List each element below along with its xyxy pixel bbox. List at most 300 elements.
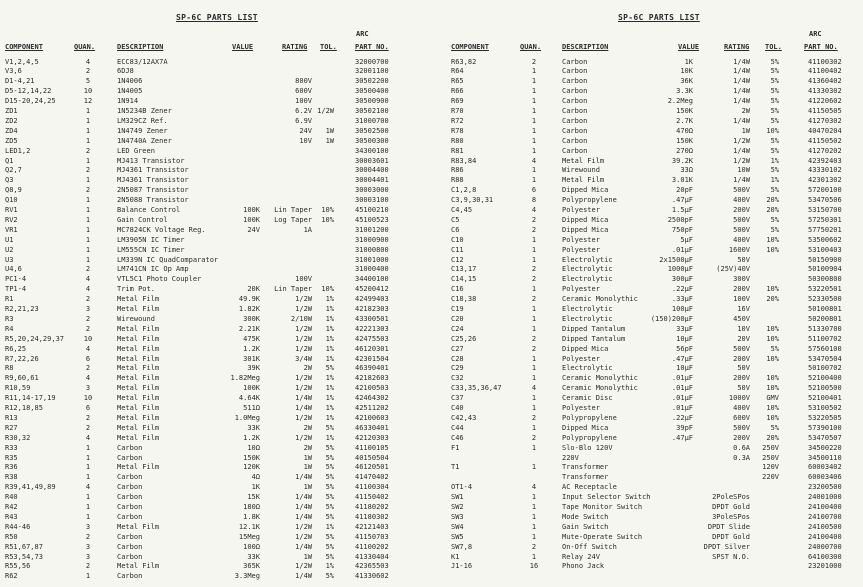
table-row: [0, 493, 440, 501]
cell-component: R7,22,26: [5, 354, 39, 363]
cell-quantity: 1: [85, 136, 91, 145]
cell-tolerance: GMV: [766, 394, 779, 403]
cell-part-number: 42464302: [355, 394, 389, 403]
cell-quantity: 3: [85, 522, 91, 531]
cell-part-number: 41180202: [355, 503, 389, 511]
cell-component: C32: [451, 374, 464, 383]
cell-rating: 2W: [303, 423, 312, 432]
table-row: [0, 176, 440, 184]
cell-description: Gain Switch: [562, 522, 609, 531]
cell-rating: 24V: [299, 126, 312, 135]
header-tol: TOL.: [320, 43, 337, 51]
cell-description: Carbon: [562, 87, 588, 96]
table-row: [0, 553, 440, 561]
cell-rating: 1/4W: [295, 512, 312, 521]
table-row: [447, 533, 863, 541]
cell-value: 10Ω: [247, 443, 260, 452]
cell-value: 1.2K: [243, 344, 260, 353]
table-row: [0, 275, 440, 283]
cell-part-number: 41100402: [808, 67, 842, 76]
cell-part-number: 42121403: [355, 522, 389, 531]
cell-description: Dipped Mica: [562, 344, 609, 353]
cell-tolerance: 1%: [325, 413, 334, 422]
parts-list-right: [447, 0, 863, 587]
cell-value: 39pF: [676, 423, 693, 432]
table-row: [447, 345, 863, 353]
cell-part-number: 50150900: [808, 255, 842, 264]
cell-part-number: 57390100: [808, 423, 842, 432]
cell-quantity: 1: [531, 77, 537, 86]
cell-quantity: 1: [531, 493, 537, 502]
cell-component: R6,25: [5, 344, 27, 353]
cell-value: 100K: [243, 206, 260, 214]
cell-value: .01μF: [671, 374, 693, 383]
cell-value: .01μF: [671, 394, 693, 403]
table-row: [447, 355, 863, 363]
cell-component: R2,21,23: [5, 305, 39, 313]
cell-part-number: 24100400: [808, 503, 842, 511]
cell-quantity: 3: [85, 542, 91, 551]
cell-rating: 2/10W: [290, 314, 312, 323]
cell-value: .47μF: [671, 196, 693, 205]
table-row: [0, 454, 440, 462]
cell-component: C6: [451, 225, 460, 234]
cell-part-number: 32001100: [355, 67, 389, 76]
cell-rating: 1/2W: [295, 334, 312, 343]
cell-value: 33K: [247, 423, 260, 432]
cell-description: Dipped Tantalum: [562, 324, 626, 333]
cell-part-number: 53470507: [808, 433, 842, 442]
cell-part-number: 30500300: [355, 136, 389, 145]
cell-description: Metal Film: [117, 423, 160, 432]
cell-component: C12: [451, 255, 464, 264]
cell-quantity: 1: [531, 107, 537, 115]
cell-quantity: 1: [531, 364, 537, 373]
cell-component: C4,45: [451, 206, 473, 214]
cell-tolerance: 5%: [770, 97, 779, 106]
cell-component: R63,82: [451, 57, 477, 66]
table-row: [0, 236, 440, 244]
cell-rating: 2W: [303, 443, 312, 452]
cell-part-number: 57200100: [808, 186, 842, 195]
cell-quantity: 2: [85, 413, 91, 422]
cell-value: 1.2K: [243, 433, 260, 442]
cell-rating: (25V)40V: [716, 265, 750, 274]
cell-description: Tape Monitor Switch: [562, 503, 643, 511]
cell-description: Trim Pot.: [117, 285, 155, 294]
cell-part-number: 31000700: [355, 116, 389, 125]
table-row: [447, 186, 863, 194]
table-row: [0, 434, 440, 442]
table-row: [0, 315, 440, 323]
cell-value: 120K: [243, 463, 260, 472]
table-row: [447, 374, 863, 382]
cell-quantity: 1: [531, 374, 537, 383]
cell-description: Metal Film: [117, 364, 160, 373]
cell-part-number: 34500220: [808, 443, 842, 452]
cell-quantity: 2: [531, 275, 537, 284]
table-row: [0, 424, 440, 432]
header-rating: RATING: [724, 43, 750, 51]
cell-value: 150K: [676, 107, 693, 115]
cell-quantity: 2: [85, 364, 91, 373]
cell-part-number: 23200500: [808, 483, 842, 492]
cell-value: 1.0Meg: [234, 413, 260, 422]
cell-part-number: 42221303: [355, 324, 389, 333]
table-row: [447, 295, 863, 303]
cell-part-number: 64100300: [808, 552, 842, 561]
cell-part-number: 42499403: [355, 295, 389, 304]
cell-tolerance: 1%: [325, 404, 334, 412]
cell-description: Metal Film: [117, 384, 160, 393]
cell-tolerance: 1%: [325, 384, 334, 393]
cell-description: Carbon: [117, 542, 143, 551]
cell-rating: 1/2W: [295, 562, 312, 571]
cell-rating: 1600V: [728, 245, 750, 254]
cell-description: MJ4361 Transistor: [117, 166, 189, 175]
cell-rating: 1/2W: [295, 532, 312, 541]
cell-value: 270Ω: [676, 146, 693, 155]
cell-quantity: 4: [85, 433, 91, 442]
cell-quantity: 12: [83, 97, 93, 106]
cell-rating: 500V: [733, 225, 750, 234]
cell-rating: 600V: [733, 413, 750, 422]
cell-tolerance: 1%: [325, 394, 334, 403]
cell-rating: 3PoleSPos: [712, 512, 750, 521]
table-row: [447, 513, 863, 521]
cell-description: Ceramic Monolythic: [562, 374, 638, 383]
cell-component: V3,6: [5, 67, 22, 76]
cell-component: R55,56: [5, 562, 31, 571]
cell-value: .01μF: [671, 384, 693, 393]
cell-tolerance: 1%: [325, 433, 334, 442]
table-row: [0, 77, 440, 85]
table-row: [0, 543, 440, 551]
table-row: [447, 147, 863, 155]
cell-quantity: 1: [85, 225, 91, 234]
cell-component: C37: [451, 394, 464, 403]
cell-rating: 50V: [737, 384, 750, 393]
table-row: [447, 77, 863, 85]
table-row: [447, 117, 863, 125]
cell-component: U3: [5, 255, 14, 264]
cell-description: LM339N IC QuadComparator: [117, 255, 219, 264]
cell-rating: 1/2W: [295, 433, 312, 442]
cell-component: TP1-4: [5, 285, 27, 294]
cell-quantity: 1: [85, 206, 91, 214]
cell-rating: 1/2W: [733, 136, 750, 145]
page-title: SP-6C PARTS LIST: [618, 13, 700, 22]
cell-component: C44: [451, 423, 464, 432]
cell-component: PC1-4: [5, 275, 27, 284]
cell-tolerance: 10%: [321, 215, 334, 224]
cell-component: SW4: [451, 522, 464, 531]
table-row: [447, 463, 863, 471]
cell-rating: 1W: [303, 552, 312, 561]
cell-description: LM741CN IC Op Amp: [117, 265, 189, 274]
cell-rating: 200V: [733, 374, 750, 383]
table-row: [0, 166, 440, 174]
cell-rating: 1/4W: [733, 97, 750, 106]
cell-rating: DPDT Slide: [707, 522, 750, 531]
cell-tolerance: 220V: [762, 473, 779, 482]
cell-part-number: 50100801: [808, 305, 842, 313]
cell-rating: 2PoleSPos: [712, 493, 750, 502]
cell-quantity: 2: [85, 324, 91, 333]
cell-quantity: 2: [531, 295, 537, 304]
cell-part-number: 50100702: [808, 364, 842, 373]
cell-component: F1: [451, 443, 460, 452]
cell-component: LED1,2: [5, 146, 31, 155]
cell-tolerance: 5%: [770, 77, 779, 86]
cell-value: 39K: [247, 364, 260, 373]
table-row: [0, 107, 440, 115]
cell-value: 1.8K: [243, 512, 260, 521]
cell-tolerance: 5%: [770, 146, 779, 155]
cell-quantity: 2: [85, 146, 91, 155]
cell-quantity: 2: [531, 265, 537, 274]
cell-value: 1000μF: [667, 265, 693, 274]
cell-quantity: 1: [85, 126, 91, 135]
cell-component: C20: [451, 314, 464, 323]
cell-quantity: 2: [85, 562, 91, 571]
cell-part-number: 24100500: [808, 522, 842, 531]
cell-description: Carbon: [117, 503, 143, 511]
cell-value: 4Ω: [251, 473, 260, 482]
cell-value: 20pF: [676, 186, 693, 195]
cell-description: LED Green: [117, 146, 155, 155]
cell-quantity: 1: [531, 146, 537, 155]
cell-component: ZD5: [5, 136, 18, 145]
cell-part-number: 51100702: [808, 334, 842, 343]
table-row: [0, 533, 440, 541]
cell-value: 2500pF: [667, 215, 693, 224]
cell-description: Metal Film: [117, 413, 160, 422]
cell-part-number: 32000700: [355, 57, 389, 66]
cell-tolerance: 5%: [770, 166, 779, 175]
cell-part-number: 30003601: [355, 156, 389, 165]
cell-quantity: 4: [85, 285, 91, 294]
cell-component: Q8,9: [5, 186, 22, 195]
cell-quantity: 1: [531, 245, 537, 254]
cell-description: ECC83/12AX7A: [117, 57, 168, 66]
cell-quantity: 16: [529, 562, 539, 571]
cell-tolerance: 10%: [766, 374, 779, 383]
cell-value: .01μF: [671, 404, 693, 412]
cell-value: 2.7K: [676, 116, 693, 125]
cell-component: R83,84: [451, 156, 477, 165]
cell-quantity: 2: [85, 166, 91, 175]
cell-description: Mute-Operate Switch: [562, 532, 643, 541]
cell-value: 12.1K: [238, 522, 260, 531]
cell-value: 2x1500μF: [659, 255, 693, 264]
cell-value: 365K: [243, 562, 260, 571]
cell-rating: 6.9V: [295, 116, 312, 125]
cell-description: Electrolytic: [562, 364, 613, 373]
cell-quantity: 5: [85, 77, 91, 86]
table-row: [447, 176, 863, 184]
cell-rating: 1W: [303, 453, 312, 462]
cell-tolerance: 1%: [325, 344, 334, 353]
cell-tolerance: 250V: [762, 443, 779, 452]
cell-tolerance: 5%: [325, 483, 334, 492]
cell-value: 100μF: [671, 305, 693, 313]
cell-tolerance: 1%: [325, 354, 334, 363]
cell-component: R30,32: [5, 433, 31, 442]
cell-description: Metal Film: [117, 394, 160, 403]
cell-quantity: 6: [85, 404, 91, 412]
cell-rating: 1/4W: [733, 176, 750, 185]
cell-rating: SPST N.O.: [712, 552, 750, 561]
table-row: [0, 137, 440, 145]
table-row: [447, 285, 863, 293]
cell-quantity: 1: [531, 503, 537, 511]
cell-tolerance: 5%: [325, 542, 334, 551]
cell-quantity: 4: [531, 483, 537, 492]
cell-description: Phono Jack: [562, 562, 605, 571]
cell-component: SW3: [451, 512, 464, 521]
cell-component: C24: [451, 324, 464, 333]
cell-component: R44-46: [5, 522, 31, 531]
cell-part-number: 41270302: [808, 116, 842, 125]
header-quan: QUAN.: [520, 43, 542, 51]
cell-value: 10K: [680, 67, 693, 76]
cell-rating: 10W: [737, 166, 750, 175]
cell-quantity: 1: [531, 394, 537, 403]
table-row: [0, 384, 440, 392]
header-description: DESCRIPTION: [117, 43, 164, 51]
cell-tolerance: 5%: [325, 503, 334, 511]
cell-part-number: 60003402: [808, 463, 842, 472]
cell-part-number: 45100210: [355, 206, 389, 214]
cell-part-number: 52100400: [808, 374, 842, 383]
cell-part-number: 53150700: [808, 206, 842, 214]
cell-description: Carbon: [562, 97, 588, 106]
cell-part-number: 57250301: [808, 215, 842, 224]
cell-component: R78: [451, 126, 464, 135]
cell-part-number: 53470506: [808, 196, 842, 205]
cell-tolerance: 10%: [766, 126, 779, 135]
cell-description: 1N4006: [117, 77, 143, 86]
cell-tolerance: 10%: [766, 245, 779, 254]
cell-description: Dipped Tantalum: [562, 334, 626, 343]
cell-quantity: 10: [83, 334, 93, 343]
header-component: COMPONENT: [5, 43, 43, 51]
cell-tolerance: 1%: [770, 156, 779, 165]
cell-tolerance: 1/2W: [317, 107, 334, 115]
cell-description: Metal Film: [117, 305, 160, 313]
cell-value: 1.82K: [238, 305, 260, 313]
cell-description: Ceramic Monolythic: [562, 384, 638, 393]
cell-component: ZD4: [5, 126, 18, 135]
table-row: [447, 404, 863, 412]
cell-rating: 100V: [295, 97, 312, 106]
cell-rating: Lin Taper: [274, 206, 312, 214]
cell-quantity: 1: [531, 285, 537, 294]
cell-component: R27: [5, 423, 18, 432]
cell-value: 2.21K: [238, 324, 260, 333]
cell-rating: 1/4W: [733, 67, 750, 76]
cell-description: Electrolytic: [562, 265, 613, 274]
cell-rating: 1/2W: [295, 305, 312, 313]
cell-description: Balance Control: [117, 206, 181, 214]
cell-value: 2.2Meg: [667, 97, 693, 106]
cell-description: Carbon: [117, 493, 143, 502]
cell-description: Metal Film: [117, 334, 160, 343]
cell-rating: 200V: [733, 354, 750, 363]
cell-rating: 1A: [303, 225, 312, 234]
cell-value: 470Ω: [676, 126, 693, 135]
cell-quantity: 2: [531, 413, 537, 422]
table-row: [447, 305, 863, 313]
cell-rating: 1/4W: [295, 473, 312, 482]
cell-tolerance: 10%: [321, 285, 334, 294]
cell-description: Dipped Mica: [562, 423, 609, 432]
table-row: [0, 335, 440, 343]
cell-part-number: 42365503: [355, 562, 389, 571]
cell-quantity: 2: [531, 433, 537, 442]
cell-part-number: 42301302: [808, 176, 842, 185]
cell-quantity: 6: [531, 186, 537, 195]
cell-part-number: 53100403: [808, 245, 842, 254]
table-row: [447, 107, 863, 115]
cell-component: K1: [451, 552, 460, 561]
cell-rating: 1/2W: [733, 156, 750, 165]
cell-rating: 0.3A: [733, 453, 750, 462]
cell-value: 511Ω: [243, 404, 260, 412]
cell-description: Metal Film: [117, 522, 160, 531]
cell-part-number: 53470504: [808, 354, 842, 363]
cell-part-number: 34500110: [808, 453, 842, 462]
cell-part-number: 41470402: [355, 473, 389, 482]
cell-tolerance: 5%: [770, 116, 779, 125]
table-row: [0, 127, 440, 135]
cell-quantity: 1: [85, 512, 91, 521]
cell-description: Polypropylene: [562, 196, 617, 205]
table-row: [0, 444, 440, 452]
cell-component: C33,35,36,47: [451, 384, 502, 393]
cell-description: Carbon: [562, 146, 588, 155]
cell-component: T1: [451, 463, 460, 472]
table-row: [447, 562, 863, 570]
cell-tolerance: 5%: [325, 453, 334, 462]
cell-part-number: 50100904: [808, 265, 842, 274]
cell-part-number: 41270202: [808, 146, 842, 155]
cell-description: LM3905N IC Timer: [117, 235, 185, 244]
cell-component: SW7,8: [451, 542, 473, 551]
table-row: [447, 364, 863, 372]
cell-value: 475K: [243, 334, 260, 343]
cell-component: R40: [5, 493, 18, 502]
cell-part-number: 30500900: [355, 97, 389, 106]
cell-description: Carbon: [117, 512, 143, 521]
cell-value: 300K: [243, 314, 260, 323]
cell-description: Ceramic Monolythic: [562, 295, 638, 304]
cell-quantity: 1: [531, 443, 537, 452]
table-row: [447, 206, 863, 214]
cell-quantity: 1: [85, 503, 91, 511]
cell-tolerance: 5%: [325, 423, 334, 432]
cell-description: Slo-Blo 120V: [562, 443, 613, 452]
cell-description: Carbon: [117, 552, 143, 561]
cell-part-number: 34400100: [355, 275, 389, 284]
cell-quantity: 1: [531, 87, 537, 96]
table-row: [0, 503, 440, 511]
cell-part-number: 42182603: [355, 374, 389, 383]
cell-rating: 1/4W: [733, 57, 750, 66]
cell-rating: 200V: [733, 285, 750, 294]
cell-tolerance: 5%: [770, 107, 779, 115]
